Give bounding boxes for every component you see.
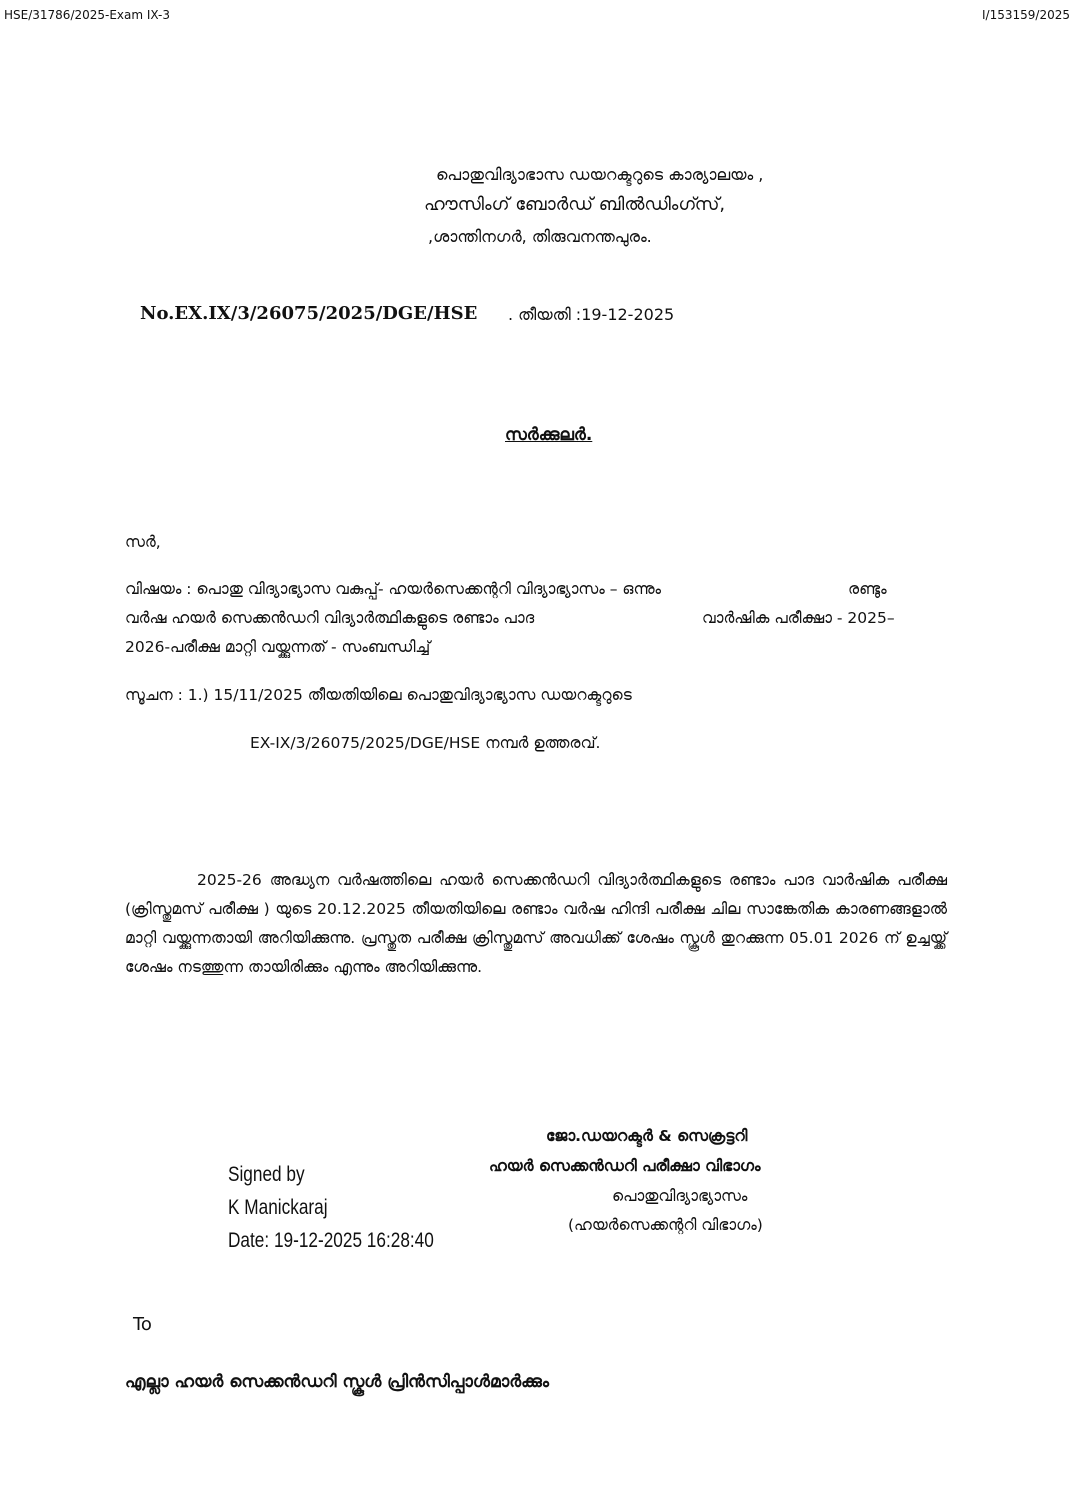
office-name: പൊതുവിദ്യാഭാസ ഡയറക്ടറുടെ കാര്യാലയം ,: [436, 165, 764, 184]
to-label: To: [133, 1314, 152, 1335]
document-title: സർക്കുലർ.: [505, 425, 593, 445]
subject-line-1: വിഷയം : പൊതു വിദ്യാഭ്യാസ വകുപ്പ്- ഹയർസെക്കന്ററി വിദ്യാഭ്യാസം – ഒന്നും: [125, 580, 662, 598]
salutation: സർ,: [125, 533, 161, 551]
office-building: ഹൗസിംഗ് ബോർഡ് ബിൽഡിംഗ്സ്,: [424, 194, 726, 215]
recipient: എല്ലാ ഹയർ സെക്കൻഡറി സ്കൂൾ പ്രിൻസിപ്പാൾമാർക്കും: [125, 1372, 549, 1392]
subject-line-2-end: വാർഷിക പരീക്ഷാ - 2025–: [702, 609, 895, 627]
circular-date: . തീയതി :19-12-2025: [508, 305, 675, 324]
signature-name: K Manickaraj: [228, 1196, 328, 1219]
subject-line-3: 2026-പരീക്ഷ മാറ്റി വയ്ക്കുന്നത് - സംബന്ധിച്ച്: [125, 638, 431, 656]
body-paragraph: [125, 866, 947, 982]
designation-department: പൊതുവിദ്യാഭ്യാസം: [612, 1187, 748, 1205]
designation-section: ഹയർ സെക്കൻഡറി പരീക്ഷാ വിഭാഗം: [489, 1157, 761, 1175]
signature-date: Date: 19-12-2025 16:28:40: [228, 1229, 434, 1252]
designation-wing: (ഹയർസെക്കന്ററി വിഭാഗം): [568, 1216, 763, 1234]
office-location: ,ശാന്തിനഗർ, തിരുവനന്തപുരം.: [428, 227, 652, 246]
body-text: 2025-26 അദ്ധ്യന വർഷത്തിലെ ഹയർ സെക്കൻഡറി വിദ്യാർത്ഥികളുടെ രണ്ടാം പാദ വാർഷിക പരീക്ഷ (ക്രിസ്തുമസ് പരീക്ഷ ) യുടെ 20.12.2025 തീയതിയിലെ രണ്ടാം വർഷ ഹിന്ദി പരീക്ഷ ചില സാങ്കേതിക കാരണങ്ങളാൽ മാറ്റി വയ്ക്കുന്നതായി അറിയിക്കുന്നു. പ്രസ്തുത പരീക്ഷ ക്രിസ്തുമസ് അവധിക്ക് ശേഷം സ്കൂൾ തുറക്കുന്ന 05.01 2026 ന് ഉച്ചയ്ക്ക് ശേഷം നടത്തുന്ന തായിരിക്കും എന്നും അറിയിക്കുന്നു.: [125, 871, 947, 976]
reference-line-2: EX-IX/3/26075/2025/DGE/HSE നമ്പർ ഉത്തരവ്.: [250, 734, 601, 752]
reference-line-1: സൂചന : 1.) 15/11/2025 തീയതിയിലെ പൊതുവിദ്യാഭ്യാസ ഡയറക്ടറുടെ: [125, 686, 632, 704]
digital-signature: [228, 1158, 434, 1257]
subject-line-1-end: രണ്ടും: [848, 580, 887, 598]
document-id: I/153159/2025: [982, 8, 1070, 22]
circular-number: No.EX.IX/3/26075/2025/DGE/HSE: [140, 303, 478, 324]
designation-title: ജോ.ഡയറക്ടർ & സെക്രട്ടറി: [546, 1127, 748, 1145]
signature-signed-by: Signed by: [228, 1163, 305, 1186]
subject-line-2: വർഷ ഹയർ സെക്കൻഡറി വിദ്യാർത്ഥികളുടെ രണ്ടാം പാദ: [125, 609, 535, 627]
file-reference: HSE/31786/2025-Exam IX-3: [4, 8, 171, 22]
